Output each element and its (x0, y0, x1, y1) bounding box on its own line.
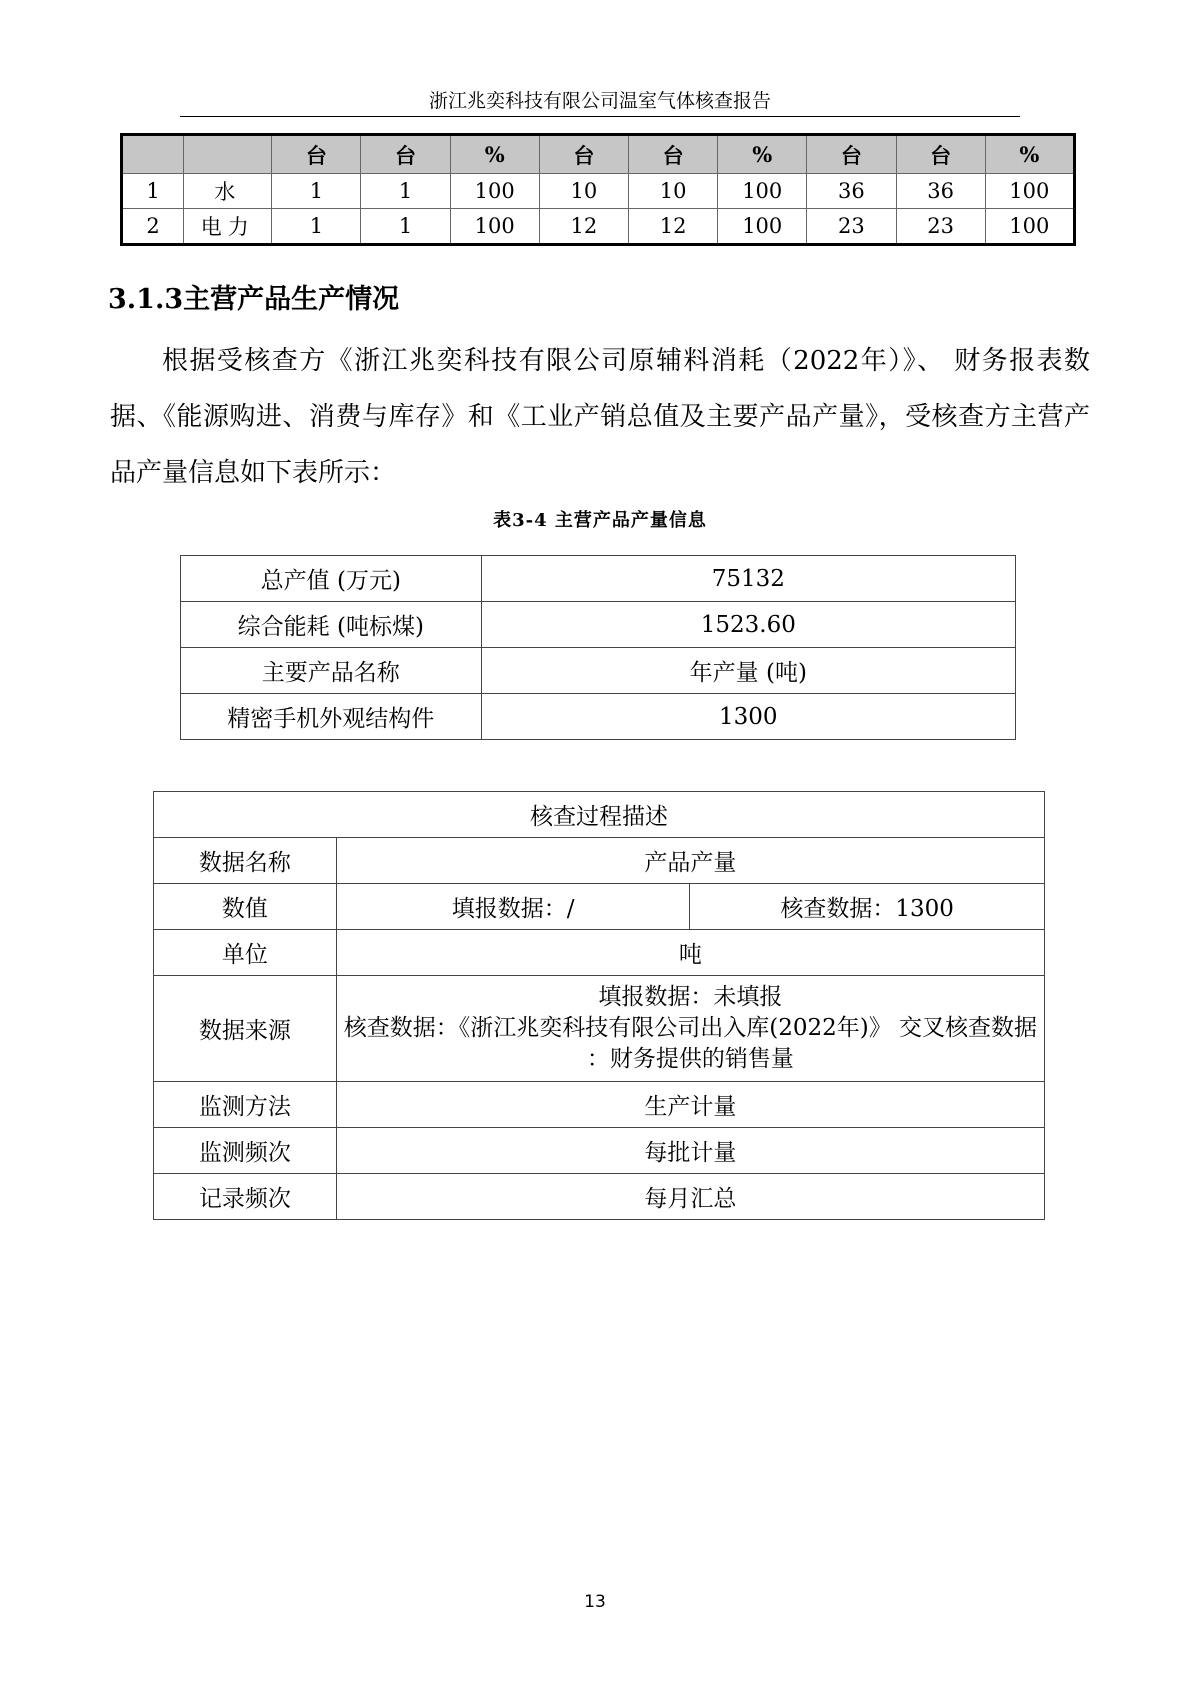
table-row (154, 792, 1045, 838)
verified-value: 核查数据：1300 (690, 884, 1045, 930)
row-label: 单位 (154, 930, 337, 976)
table-cell: 100 (450, 209, 539, 245)
row-value: 吨 (336, 930, 1044, 976)
table-cell: 1 (272, 209, 361, 245)
equipment-header-row (122, 135, 1075, 174)
table-row (154, 1174, 1045, 1220)
table-cell: 100 (450, 174, 539, 209)
table-cell: 23 (896, 209, 985, 245)
table-cell: 综合能耗 (吨标煤) (181, 602, 482, 648)
table-cell: 10 (628, 174, 717, 209)
table-cell: 1 (361, 209, 450, 245)
table-row (154, 1082, 1045, 1128)
table-cell: 75132 (481, 556, 1015, 602)
row-value: 生产计量 (336, 1082, 1044, 1128)
table-cell: 100 (985, 209, 1074, 245)
table-cell: 100 (718, 174, 807, 209)
table-cell: 1 (272, 174, 361, 209)
header-cell: 台 (361, 135, 450, 174)
header-divider (180, 116, 1020, 117)
table-cell: 2 (122, 209, 184, 245)
row-label: 数值 (154, 884, 337, 930)
table-row (181, 602, 1016, 648)
row-value: 产品产量 (336, 838, 1044, 884)
header-cell: % (718, 135, 807, 174)
header-cell (122, 135, 184, 174)
data-source-cell (336, 976, 1044, 1082)
table-cell: 1523.60 (481, 602, 1015, 648)
table-row (122, 174, 1075, 209)
header-cell: 台 (896, 135, 985, 174)
row-label: 记录频次 (154, 1174, 337, 1220)
table-cell: 水 (184, 174, 272, 209)
row-label: 数据名称 (154, 838, 337, 884)
page-number: 13 (584, 1592, 606, 1612)
equipment-table (120, 133, 1076, 246)
header-cell: 台 (807, 135, 896, 174)
table-row (154, 1128, 1045, 1174)
source-line: ：财务提供的销售量 (586, 1046, 794, 1072)
table-cell: 电力 (184, 209, 272, 245)
table-cell: 1 (122, 174, 184, 209)
header-cell: % (450, 135, 539, 174)
section-heading: 3.1.3主营产品生产情况 (108, 284, 400, 315)
header-cell: 台 (272, 135, 361, 174)
process-table-title: 核查过程描述 (154, 792, 1045, 838)
header-cell (184, 135, 272, 174)
table-row (154, 976, 1045, 1082)
table-cell: 36 (807, 174, 896, 209)
table-row (181, 556, 1016, 602)
row-label: 监测频次 (154, 1128, 337, 1174)
table-row (122, 209, 1075, 245)
header-cell: 台 (539, 135, 628, 174)
table-cell: 总产值 (万元) (181, 556, 482, 602)
table-cell: 23 (807, 209, 896, 245)
table-cell: 1 (361, 174, 450, 209)
product-info-table (180, 555, 1016, 740)
row-value: 每月汇总 (336, 1174, 1044, 1220)
table-cell: 12 (539, 209, 628, 245)
row-value: 每批计量 (336, 1128, 1044, 1174)
row-label: 数据来源 (154, 976, 337, 1082)
table-cell: 100 (718, 209, 807, 245)
verification-process-table (153, 791, 1045, 1220)
table-cell: 36 (896, 174, 985, 209)
table-cell: 年产量 (吨) (481, 648, 1015, 694)
source-line: 核查数据：《浙江兆奕科技有限公司出入库(2022年)》 交叉核查数据 (343, 1015, 1038, 1041)
table-cell: 精密手机外观结构件 (181, 694, 482, 740)
table-row (154, 930, 1045, 976)
table-row (154, 884, 1045, 930)
header-cell: 台 (628, 135, 717, 174)
reported-value: 填报数据：/ (336, 884, 690, 930)
table-caption: 表3-4 主营产品产量信息 (493, 510, 707, 531)
table-cell: 12 (628, 209, 717, 245)
header-cell: % (985, 135, 1074, 174)
row-label: 监测方法 (154, 1082, 337, 1128)
table-cell: 10 (539, 174, 628, 209)
table-row (181, 694, 1016, 740)
source-line: 填报数据：未填报 (598, 984, 783, 1010)
table-cell: 主要产品名称 (181, 648, 482, 694)
body-paragraph: 根据受核查方《浙江兆奕科技有限公司原辅料消耗（2022年）》、 财务报表数据、《能源购进、消费与库存》和《工业产销总值及主要产品产量》，受核查方主营产品产量信息如下表所示： (110, 346, 1090, 488)
table-cell: 1300 (481, 694, 1015, 740)
table-row (154, 838, 1045, 884)
table-row (181, 648, 1016, 694)
table-cell: 100 (985, 174, 1074, 209)
report-header-title: 浙江兆奕科技有限公司温室气体核查报告 (428, 90, 771, 112)
